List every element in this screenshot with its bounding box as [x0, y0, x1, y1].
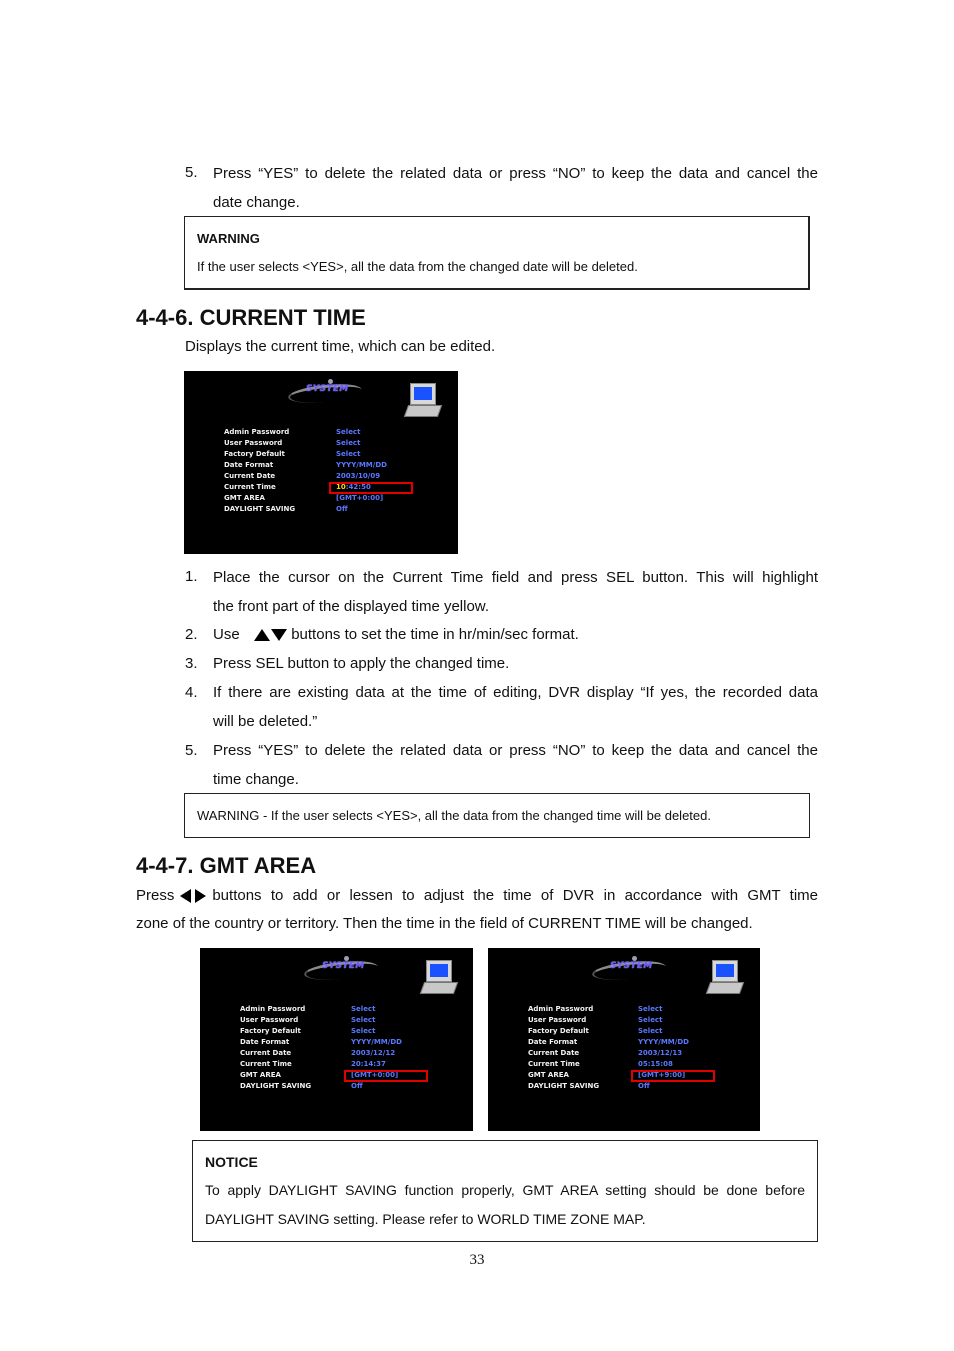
menu-label: DAYLIGHT SAVING	[528, 1082, 600, 1090]
menu-labels	[224, 427, 295, 515]
menu-value: Select	[351, 1005, 376, 1013]
computer-icon	[406, 383, 440, 419]
menu-label: Date Format	[224, 461, 274, 469]
section-body-pre: Press	[136, 887, 175, 904]
step-number: 4.	[185, 684, 198, 701]
section-intro: Displays the current time, which can be edited.	[185, 338, 496, 355]
step-text-line: time change.	[213, 771, 299, 788]
computer-icon	[708, 960, 742, 996]
menu-label: Date Format	[240, 1038, 290, 1046]
warning-text: WARNING - If the user selects <YES>, all the data from the changed time will be deleted.	[197, 808, 711, 823]
menu-value: [GMT+9:00]	[638, 1071, 686, 1079]
warning-text: If the user selects <YES>, all the data from the changed date will be deleted.	[197, 259, 638, 274]
step-text-pre: Use	[213, 626, 240, 643]
step-number: 5.	[185, 164, 198, 181]
menu-labels	[240, 1004, 311, 1092]
menu-value: YYYY/MM/DD	[638, 1038, 689, 1046]
step-number: 1.	[185, 568, 198, 585]
left-right-arrows	[180, 889, 206, 903]
section-heading: 4-4-7. GMT AREA	[136, 853, 317, 878]
dvr-system-screen-before	[200, 948, 473, 1131]
menu-value: Select	[638, 1005, 663, 1013]
selection-highlight-box	[329, 482, 413, 494]
menu-label: Admin Password	[224, 428, 290, 436]
menu-value: YYYY/MM/DD	[336, 461, 387, 469]
menu-labels	[528, 1004, 599, 1092]
computer-icon	[422, 960, 456, 996]
step-text-line	[213, 620, 579, 649]
menu-label: Current Date	[240, 1049, 292, 1057]
menu-label: Admin Password	[528, 1005, 594, 1013]
notice-text-line: DAYLIGHT SAVING setting. Please refer to WORLD TIME ZONE MAP.	[205, 1211, 646, 1227]
menu-label: GMT AREA	[528, 1071, 569, 1079]
menu-value: Off	[336, 505, 348, 513]
menu-label: User Password	[224, 439, 283, 447]
menu-value: Off	[351, 1082, 363, 1090]
menu-label: DAYLIGHT SAVING	[240, 1082, 312, 1090]
section-body-line: zone of the country or territory. Then the time in the field of CURRENT TIME will be changed.	[136, 915, 753, 932]
notice-title: NOTICE	[205, 1154, 258, 1170]
menu-value: [GMT+0:00]	[351, 1071, 399, 1079]
menu-value: Select	[351, 1016, 376, 1024]
warning-box	[184, 216, 810, 290]
step-text-line: Place the cursor on the Current Time field and press SEL button. This will highlight	[213, 569, 818, 586]
menu-value: 20:14:37	[351, 1060, 386, 1068]
step-text-line: Press “YES” to delete the related data or press “NO” to keep the data and cancel the	[213, 165, 818, 182]
menu-label: Current Date	[528, 1049, 580, 1057]
step-text-line: Press SEL button to apply the changed time.	[213, 655, 510, 672]
logo-text: SYSTEM	[322, 961, 365, 971]
step-text-line: the front part of the displayed time yellow.	[213, 598, 489, 615]
step-text-post: buttons to set the time in hr/min/sec format.	[291, 626, 579, 643]
menu-label: GMT AREA	[224, 494, 265, 502]
menu-value: Off	[638, 1082, 650, 1090]
page-number: 33	[469, 1252, 485, 1268]
menu-value: Select	[638, 1027, 663, 1035]
dvr-system-screen	[184, 371, 458, 554]
selection-highlight-box	[344, 1070, 428, 1082]
step-text-line: date change.	[213, 194, 300, 211]
time-rest: :42:50	[345, 483, 371, 491]
section-heading: 4-4-6. CURRENT TIME	[136, 305, 366, 330]
logo-text: SYSTEM	[306, 384, 349, 394]
dvr-system-screen-after	[488, 948, 760, 1131]
menu-value: 2003/10/09	[336, 472, 381, 480]
step-text-line: Press “YES” to delete the related data or press “NO” to keep the data and cancel the	[213, 742, 818, 759]
logo-text: SYSTEM	[610, 961, 653, 971]
notice-text-line: To apply DAYLIGHT SAVING function properly, GMT AREA setting should be done before	[205, 1182, 805, 1198]
up-arrow-icon	[254, 629, 270, 641]
menu-label: Factory Default	[528, 1027, 589, 1035]
step-number: 3.	[185, 655, 198, 672]
menu-values	[336, 427, 387, 515]
menu-value: Select	[336, 439, 361, 447]
selection-highlight-box	[631, 1070, 715, 1082]
menu-value: YYYY/MM/DD	[351, 1038, 402, 1046]
menu-label: Admin Password	[240, 1005, 306, 1013]
system-logo	[288, 379, 368, 403]
section-body-line	[136, 881, 818, 910]
step-text-line: If there are existing data at the time of editing, DVR display “If yes, the recorded data	[213, 684, 818, 701]
system-logo	[304, 956, 384, 980]
notice-box	[192, 1140, 818, 1242]
warning-title: WARNING	[197, 231, 260, 246]
menu-label: User Password	[240, 1016, 299, 1024]
menu-label: Factory Default	[240, 1027, 301, 1035]
step-text-line: will be deleted.”	[213, 713, 318, 730]
step-number: 2.	[185, 626, 198, 643]
left-arrow-icon	[180, 889, 191, 903]
menu-value: Select	[638, 1016, 663, 1024]
menu-label: Factory Default	[224, 450, 285, 458]
menu-label: Current Date	[224, 472, 276, 480]
menu-label: DAYLIGHT SAVING	[224, 505, 296, 513]
menu-value: [GMT+0:00]	[336, 494, 384, 502]
menu-label: Current Time	[528, 1060, 580, 1068]
menu-value: 2003/12/13	[638, 1049, 683, 1057]
right-arrow-icon	[195, 889, 206, 903]
menu-label: Date Format	[528, 1038, 578, 1046]
menu-value: 2003/12/12	[351, 1049, 396, 1057]
menu-value: Select	[336, 450, 361, 458]
menu-value: Select	[336, 428, 361, 436]
warning-box	[184, 793, 810, 838]
menu-value: 05:15:08	[638, 1060, 673, 1068]
menu-value: Select	[351, 1027, 376, 1035]
section-body-rest: buttons to add or lessen to adjust the time of DVR in accordance with GMT time	[212, 887, 818, 904]
time-hour-highlight: 10	[336, 483, 346, 491]
menu-label: Current Time	[224, 483, 276, 491]
menu-label: User Password	[528, 1016, 587, 1024]
step-number: 5.	[185, 742, 198, 759]
menu-label: Current Time	[240, 1060, 292, 1068]
down-arrow-icon	[271, 629, 287, 641]
system-logo	[592, 956, 672, 980]
menu-label: GMT AREA	[240, 1071, 281, 1079]
